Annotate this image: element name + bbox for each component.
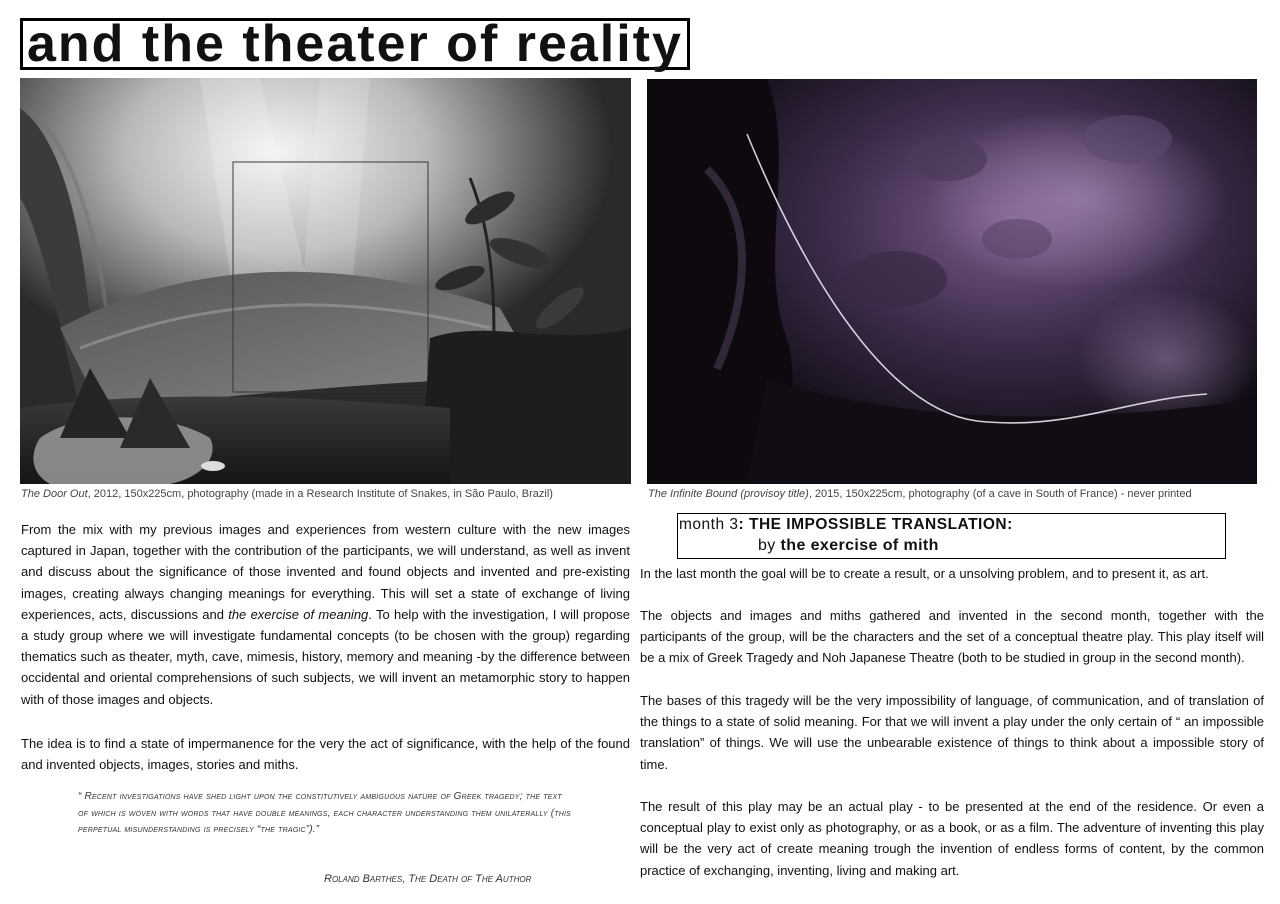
page-title-box (20, 15, 690, 73)
photo-caption-2-title: The Infinite Bound (provisoy title) (648, 488, 809, 500)
month-subtitle: the exercise of mith (780, 537, 939, 554)
month-3-heading (679, 515, 1225, 535)
left-paragraph-1-part-b: . To help with the investigation, I will propose a study group where we will investigate fundamental concepts (to be chosen with the group) regarding thematics such as theater, myth, cave, mimesis, history, memory and meaning -by the difference between occidental and oriental comprehensions of such subjects, we will invent an metamorphic story to happen with of those images and objects. (21, 606, 630, 707)
left-paragraph-1 (21, 519, 630, 710)
photo-caption-1-details: , 2012, 150x225cm, photography (made in a Research Institute of Snakes, in São Paulo, Brazil) (87, 488, 553, 500)
left-paragraph-1-emphasis: the exercise of meaning (228, 606, 369, 622)
month-by: by (758, 537, 781, 554)
right-paragraph-4: The result of this play may be an actual play - to be presented at the end of the residence. Or even a conceptual play to exist only as photography, or as a book, or as a film. The adventure of inventing this play will be the very act of create meaning trough the invention of endless forms of content, by the common practice of exchanging, inventing, living and making art. (640, 799, 1264, 878)
right-paragraph-2: The objects and images and miths gathered and invented in the second month, together with the participants of the group, will be the characters and the set of a conceptual theatre play. This play itself will be a mix of Greek Tragedy and Noh Japanese Theatre (both to be studied in group in the second month). (640, 608, 1264, 666)
page-title: and the theater of reality (27, 15, 683, 73)
photo-the-infinite-bound-image (647, 79, 1257, 484)
month-title: : THE IMPOSSIBLE TRANSLATION: (738, 516, 1013, 533)
photo-caption-2-details: , 2015, 150x225cm, photography (of a cave in South of France) - never printed (808, 488, 1192, 500)
month-3-heading-box (677, 513, 1226, 559)
quote-author: Roland Barthes, The Death of The Author (324, 873, 532, 885)
photo-the-infinite-bound (647, 79, 1257, 484)
left-paragraph-1-part-a: From the mix with my previous images and experiences from western culture with the new images captured in Japan, together with the contribution of the participants, we will understand, as well as invent and discuss about the significance of those invented and found objects and invented and pre-existing images, creating always changing meanings for everything. This will set a state of exchange of living experiences, acts, discussions and (21, 522, 630, 622)
photo-caption-1 (21, 488, 553, 500)
month-3-subheading (679, 535, 1225, 557)
right-paragraph-1: In the last month the goal will be to create a result, or a unsolving problem, and to present it, as art. (640, 566, 1209, 581)
photo-the-door-out-image (20, 78, 631, 484)
left-paragraph-2: The idea is to find a state of impermanence for the very the act of significance, with the help of the found and invented objects, images, stories and miths. (21, 736, 630, 773)
barthes-quote: “ Recent investigations have shed light upon the constitutively ambiguous nature of Greek tragedy; the text of which is woven with words that have double meanings, each character understanding them unilaterally (this perpetual misunderstanding is precisely “the tragic”).” (78, 791, 572, 836)
month-label: month 3 (679, 516, 739, 533)
photo-caption-1-title: The Door Out (21, 488, 88, 500)
photo-caption-2 (648, 488, 1192, 500)
right-paragraph-3: The bases of this tragedy will be the very impossibility of language, of communication, and of translation of the things to a state of solid meaning. For that we will invent a play under the only certain of “ an impossible translation” of things. We will use the unbearable existence of things to think about a impossible story of time. (640, 693, 1264, 772)
photo-the-door-out (20, 78, 631, 484)
